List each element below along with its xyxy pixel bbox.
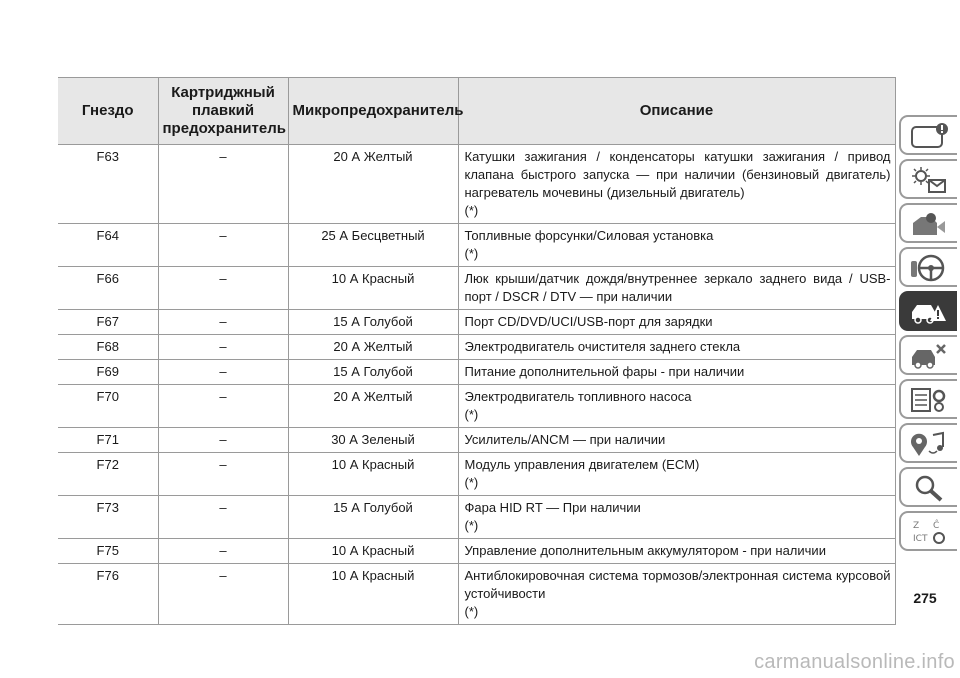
cell-mini-fuse: 10 А Красный — [288, 564, 458, 625]
specs-gears-icon — [909, 385, 949, 415]
tab-dashboard[interactable] — [899, 115, 957, 155]
tab-driving[interactable] — [899, 247, 957, 287]
cell-cartridge-fuse: – — [158, 428, 288, 453]
cell-socket: F72 — [58, 453, 158, 496]
cell-socket: F68 — [58, 335, 158, 360]
cell-mini-fuse: 20 А Желтый — [288, 335, 458, 360]
cell-mini-fuse: 30 А Зеленый — [288, 428, 458, 453]
tab-safety[interactable] — [899, 203, 957, 243]
cell-socket: F70 — [58, 385, 158, 428]
cell-socket: F75 — [58, 539, 158, 564]
description-text: Электродвигатель очистителя заднего стекла — [464, 339, 741, 354]
cell-description — [458, 564, 895, 625]
cell-socket: F73 — [58, 496, 158, 539]
cell-mini-fuse: 15 А Голубой — [288, 360, 458, 385]
tab-service[interactable] — [899, 335, 957, 375]
description-text: Питание дополнительной фары - при наличии — [464, 364, 745, 379]
cell-description — [458, 453, 895, 496]
description-text: Люк крыши/датчик дождя/внутреннее зеркало заднего вида / USB-порт / DSCR / DTV — при наличии — [464, 271, 891, 304]
footnote-marker: (*) — [464, 203, 479, 218]
cell-socket: F69 — [58, 360, 158, 385]
cell-description — [458, 360, 895, 385]
steering-wheel-icon — [909, 253, 949, 283]
search-index-icon — [909, 473, 949, 503]
cell-cartridge-fuse: – — [158, 564, 288, 625]
footnote-marker: (*) — [464, 604, 479, 619]
table-row — [58, 360, 895, 385]
cell-cartridge-fuse: – — [158, 335, 288, 360]
description-text: Порт CD/DVD/UCI/USB-порт для зарядки — [464, 314, 713, 329]
header-mini-fuse: Микропредохранитель — [288, 78, 458, 145]
cell-cartridge-fuse: – — [158, 496, 288, 539]
footnote-marker: (*) — [464, 475, 479, 490]
cell-description — [458, 267, 895, 310]
cell-description — [458, 145, 895, 224]
description-text: Модуль управления двигателем (ECM) — [464, 457, 700, 472]
header-cartridge-fuse: Картриджный плавкий предохранитель — [158, 78, 288, 145]
table-header-row — [58, 78, 895, 145]
cell-cartridge-fuse: – — [158, 267, 288, 310]
language-index-icon — [909, 517, 949, 547]
cell-cartridge-fuse: – — [158, 385, 288, 428]
description-text: Антиблокировочная система тормозов/электронная система курсовой устойчивости — [464, 568, 891, 601]
multimedia-icon — [909, 429, 949, 459]
tab-multimedia[interactable] — [899, 423, 957, 463]
table-row — [58, 335, 895, 360]
description-text: Электродвигатель топливного насоса — [464, 389, 692, 404]
description-text: Топливные форсунки/Силовая установка — [464, 228, 714, 243]
cell-cartridge-fuse: – — [158, 145, 288, 224]
table-row — [58, 453, 895, 496]
cell-description — [458, 310, 895, 335]
tab-warning-lights[interactable] — [899, 159, 957, 199]
description-text: Фара HID RT — При наличии — [464, 500, 641, 515]
cell-mini-fuse: 10 А Красный — [288, 267, 458, 310]
table-row — [58, 428, 895, 453]
cell-description — [458, 539, 895, 564]
watermark: carmanualsonline.info — [754, 651, 955, 673]
description-text: Усилитель/ANCM — при наличии — [464, 432, 666, 447]
cell-socket: F64 — [58, 224, 158, 267]
cell-mini-fuse: 20 А Желтый — [288, 385, 458, 428]
cell-cartridge-fuse: – — [158, 310, 288, 335]
svg-text:Ĉ: Ĉ — [933, 521, 940, 531]
table-row — [58, 385, 895, 428]
cell-mini-fuse: 15 А Голубой — [288, 310, 458, 335]
description-text: Управление дополнительным аккумулятором - при наличии — [464, 543, 826, 558]
table-row — [58, 145, 895, 224]
fuse-table-container — [58, 77, 895, 625]
footnote-marker: (*) — [464, 407, 479, 422]
svg-text:IСТ: IСТ — [913, 534, 928, 544]
cell-socket: F76 — [58, 564, 158, 625]
cell-mini-fuse: 10 А Красный — [288, 453, 458, 496]
tab-index[interactable] — [899, 467, 957, 507]
footnote-marker: (*) — [464, 246, 479, 261]
table-row — [58, 267, 895, 310]
tab-specifications[interactable] — [899, 379, 957, 419]
cell-description — [458, 385, 895, 428]
safety-airbag-icon — [909, 209, 949, 239]
car-service-icon — [909, 341, 949, 371]
tab-emergency[interactable] — [899, 291, 957, 331]
table-row — [58, 539, 895, 564]
cell-description — [458, 496, 895, 539]
cell-mini-fuse: 10 А Красный — [288, 539, 458, 564]
cell-mini-fuse: 25 А Бесцветный — [288, 224, 458, 267]
page-number: 275 — [913, 590, 937, 606]
cell-description — [458, 224, 895, 267]
table-row — [58, 564, 895, 625]
cell-cartridge-fuse: – — [158, 453, 288, 496]
table-row — [58, 224, 895, 267]
footnote-marker: (*) — [464, 518, 479, 533]
fuse-table-body — [58, 145, 895, 625]
cell-cartridge-fuse: – — [158, 224, 288, 267]
car-emergency-icon — [909, 297, 949, 327]
cell-cartridge-fuse: – — [158, 360, 288, 385]
cell-socket: F63 — [58, 145, 158, 224]
cell-description — [458, 428, 895, 453]
warning-lights-icon — [909, 165, 949, 195]
cell-description — [458, 335, 895, 360]
table-row — [58, 310, 895, 335]
description-text: Катушки зажигания / конденсаторы катушки зажигания / привод клапана быстрого запуска — при наличии (бензиновый двигатель) нагреватель мочевины (дизельный двигатель) — [464, 149, 891, 200]
cell-mini-fuse: 20 А Желтый — [288, 145, 458, 224]
table-row — [58, 496, 895, 539]
cell-cartridge-fuse: – — [158, 539, 288, 564]
tab-alphabetical-index[interactable] — [899, 511, 957, 551]
dashboard-info-icon — [909, 121, 949, 151]
cell-mini-fuse: 15 А Голубой — [288, 496, 458, 539]
fuse-table — [58, 77, 896, 625]
cell-socket: F66 — [58, 267, 158, 310]
svg-text:Z: Z — [913, 521, 920, 531]
cell-socket: F67 — [58, 310, 158, 335]
cell-socket: F71 — [58, 428, 158, 453]
header-description: Описание — [458, 78, 895, 145]
header-socket: Гнездо — [58, 78, 158, 145]
